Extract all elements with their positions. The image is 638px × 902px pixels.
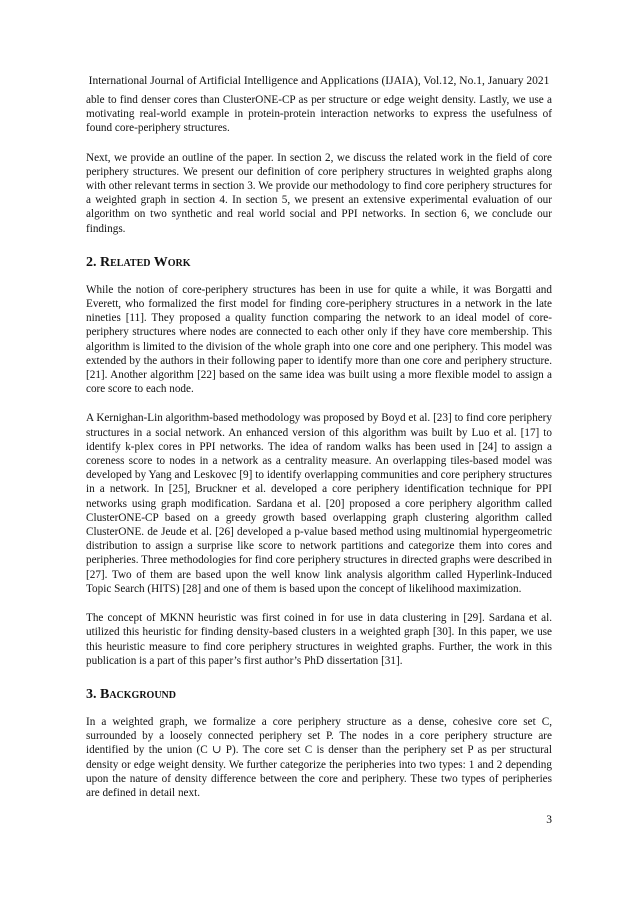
section-2-heading bbox=[86, 254, 552, 271]
section-2-paragraph-3: The concept of MKNN heuristic was first coined in for use in data clustering in [29]. Sardana et al. utilized this heuristic for finding density-based clusters in a weighted graph [30]. In this paper, we use this heuristic measure to find core periphery structures in weighted graphs. Further, the work in this publication is a part of this paper’s first author’s PhD dissertation [31]. bbox=[86, 612, 552, 667]
intro-continuation-paragraph: able to find denser cores than ClusterONE-CP as per structure or edge weight density. Lastly, we use a motivating real-world example in protein-protein interaction networks to express the usefulness of found core-periphery structures. bbox=[86, 94, 552, 135]
section-2-number: 2. bbox=[86, 254, 97, 270]
section-2-paragraph-2: A Kernighan-Lin algorithm-based methodology was proposed by Boyd et al. [23] to find core periphery structures in a social network. An enhanced version of this algorithm was built by Luo et al. [17] to identify k-plex cores in PPI networks. The idea of random walks has been used in [24] to assign a coreness score to nodes in a network as a centrality measure. An overlapping tiles-based model was developed by Yang and Leskovec [9] to identify overlapping communities and core periphery structures in a network. In [25], Bruckner et al. developed a core periphery identification technique for PPI networks using graph modification. Sardana et al. [20] proposed a core periphery algorithm called ClusterONE-CP based on a greedy growth based overlapping graph clustering algorithm called ClusterONE. de Jeude et al. [26] developed a p-value based method using multinomial hypergeometric distribution to assign a surprise like score to network partitions and categorize them into cores and peripheries. Three methodologies for find core periphery structures in directed graphs were described in [27]. Two of them are based upon the well know link analysis algorithm called Hyperlink-Induced Topic Search (HITS) [28] and one of them is based upon the concept of likelihood maximization. bbox=[86, 412, 552, 595]
journal-header: International Journal of Artificial Intelligence and Applications (IJAIA), Vol.12, No.1, January 2021 bbox=[88, 75, 550, 87]
section-3-number: 3. bbox=[86, 686, 97, 702]
section-2-title: Related Work bbox=[100, 254, 191, 270]
page-number: 3 bbox=[546, 814, 552, 826]
section-3-heading bbox=[86, 686, 552, 703]
outline-paragraph: Next, we provide an outline of the paper. In section 2, we discuss the related work in the field of core periphery structures. We present our definition of core periphery structures in weighted graphs along with other relevant terms in section 3. We provide our methodology to find core periphery structures for a weighted graph in section 4. In section 5, we present an extensive experimental evaluation of our algorithm on two synthetic and real world social and PPI networks. In section 6, we conclude our findings. bbox=[86, 151, 552, 235]
section-3-paragraph-1: In a weighted graph, we formalize a core periphery structure as a dense, cohesive core set C, surrounded by a loosely connected periphery set P. The nodes in a core periphery structure are identified by the union (C ∪ P). The core set C is denser than the periphery set P as per structural density or edge weight density. We further categorize the peripheries into two types: 1 and 2 depending upon the nature of density difference between the core and periphery. These two types of peripheries are defined in detail next. bbox=[86, 715, 552, 799]
section-2-paragraph-1: While the notion of core-periphery structures has been in use for quite a while, it was Borgatti and Everett, who formalized the first model for finding core-periphery structures in a network in the late nineties [11]. They proposed a quality function comparing the network to an ideal model of core-periphery structures where nodes are connected to each other only if they have core membership. This algorithm is limited to the division of the whole graph into one core and one periphery. This model was extended by the authors in their following paper to identify more than one core and periphery structure. [21]. Another algorithm [22] based on the same idea was built using a more flexible model to assign a core score to each node. bbox=[86, 283, 552, 396]
section-3-title: Background bbox=[100, 686, 177, 702]
